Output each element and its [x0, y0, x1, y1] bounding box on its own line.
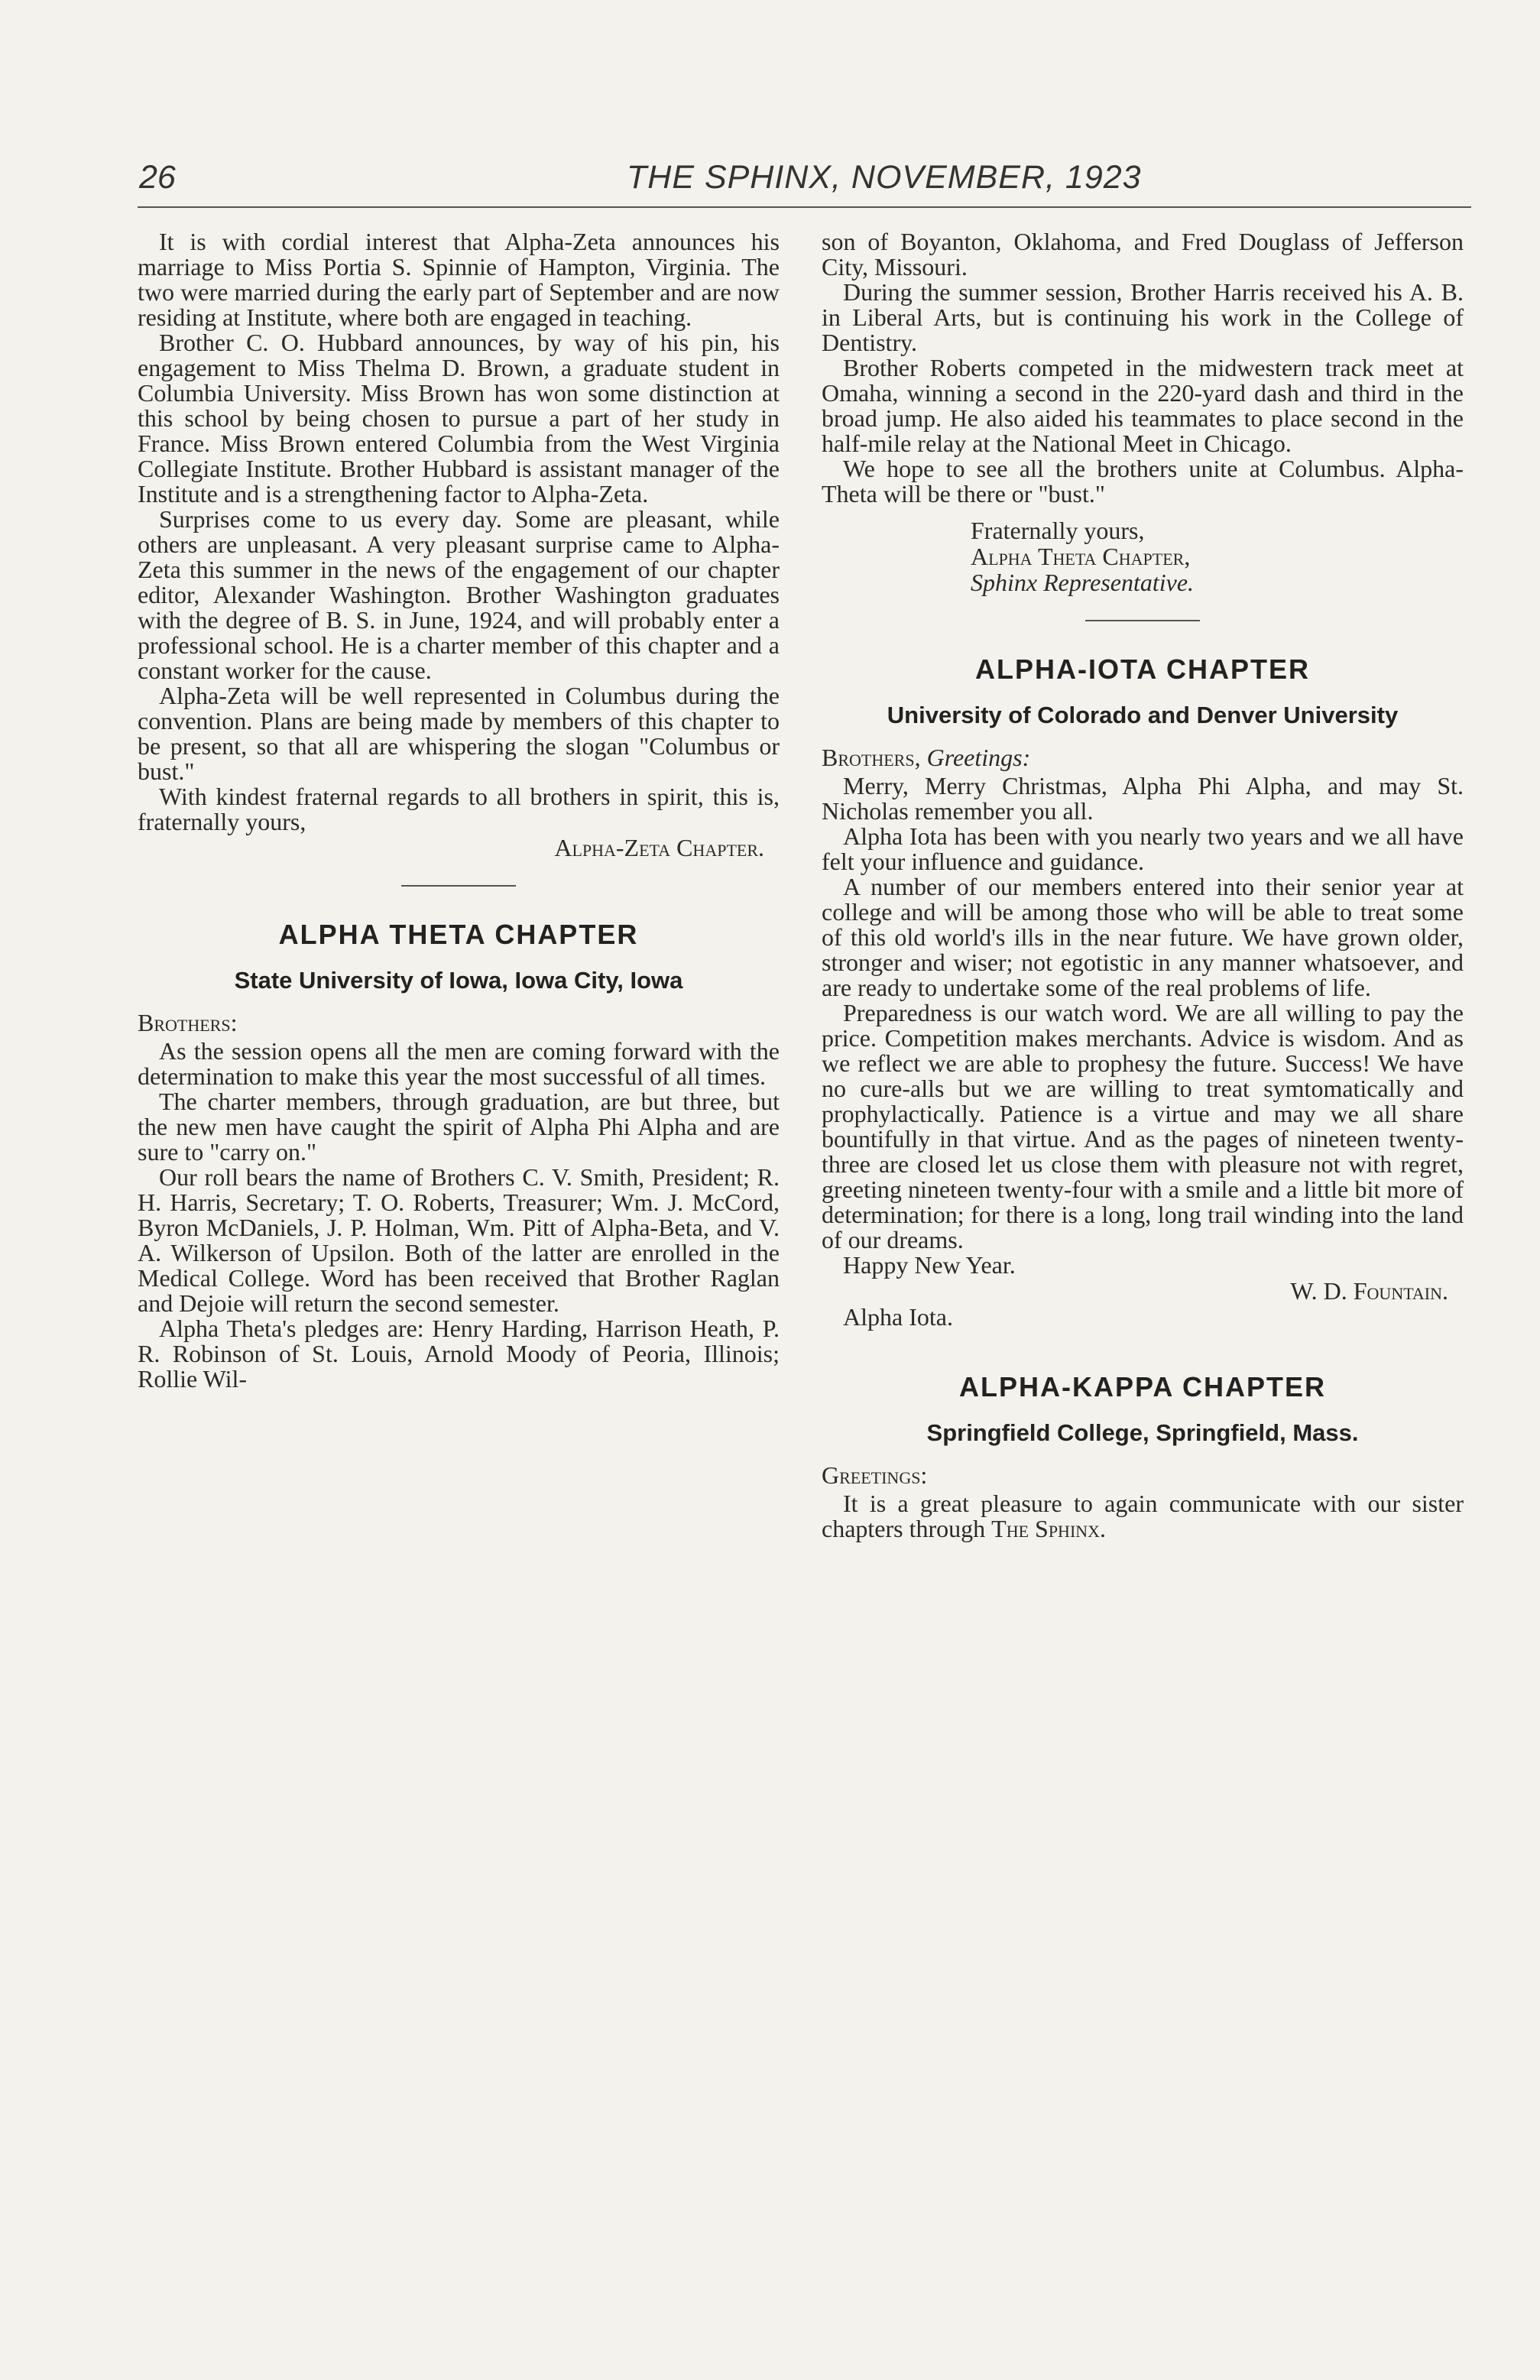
chapter-location: Springfield College, Springfield, Mass. [926, 1419, 1359, 1446]
paragraph: Alpha Theta's pledges are: Henry Harding, Harrison Heath, P. R. Robinson of St. Louis, Arnold Moody of Peoria, Illinois; Rollie Wil- [138, 1315, 780, 1393]
section-divider [401, 885, 516, 887]
section-spacer [1085, 1347, 1200, 1348]
spacer [822, 507, 1464, 517]
paragraph-text: It is a great pleasure to again communicate with our sister chapters through [822, 1490, 1464, 1542]
chapter-title: ALPHA THETA CHAPTER [278, 919, 639, 950]
paragraph: Brother Roberts competed in the midwestern track meet at Omaha, winning a second in the 220-yard dash and third in the broad jump. He also aided his teammates to place second in the half-mile relay at the National Meet in Chicago. [822, 354, 1464, 457]
left-column [138, 229, 780, 1392]
paragraph: Preparedness is our watch word. We are all willing to pay the price. Competition makes merchants. Advice is wisdom. And as we reflect we are able to prophesy the future. Success! We have no cure-alls but we are willing to treat symtomatically and prophylactically. Patience is a virtue and may we all share bountifully in that virtue. And as the pages of nineteen twenty-three are closed let us close them with pleasure not with regret, greeting nineteen twenty-four with a smile and a little bit more of determination; for there is a long, long trail winding into the land of our dreams. [822, 999, 1464, 1253]
paragraph: Merry, Merry Christmas, Alpha Phi Alpha, and may St. Nicholas remember you all. [822, 772, 1464, 825]
alpha-theta-continued [822, 229, 1464, 595]
chapter-line: Alpha Iota. [843, 1303, 953, 1331]
representative-title: Sphinx Representative. [971, 569, 1195, 596]
running-header [138, 153, 1471, 208]
paragraph: Brother C. O. Hubbard announces, by way of his pin, his engagement to Miss Thelma D. Brown, a graduate student in Columbia University. Miss Brown has won some distinction at this school by being chosen to pursue a part of her study in France. Miss Brown entered Columbia from the West Virginia Collegiate Institute. Brother Hubbard is assistant manager of the Institute and is a strengthening factor to Alpha-Zeta. [138, 329, 780, 507]
paragraph: Alpha-Zeta will be well represented in Columbus during the convention. Plans are being made by members of this chapter to be present, so that all are whispering the slogan "Columbus or bust." [138, 682, 780, 785]
paragraph: It is with cordial interest that Alpha-Zeta announces his marriage to Miss Portia S. Spinnie of Hampton, Virginia. The two were married during the early part of September and are now residing at Institute, where both are engaged in teaching. [138, 228, 780, 331]
closing: Fraternally yours, [971, 517, 1145, 544]
right-column [822, 229, 1464, 1542]
alpha-iota-section [822, 653, 1464, 1330]
chapter-signature: Alpha-Zeta Chapter. [554, 834, 764, 861]
chapter-title: ALPHA-KAPPA CHAPTER [958, 1371, 1326, 1402]
chapter-location: State University of Iowa, Iowa City, Iowa [234, 967, 683, 994]
chapter-signature: Alpha Theta Chapter, [971, 543, 1191, 570]
paragraph: Alpha Iota has been with you nearly two years and we all have felt your influence and guidance. [822, 822, 1464, 875]
paragraph: The charter members, through graduation, are but three, but the new men have caught the spirit of Alpha Phi Alpha and are sure to "carry on." [138, 1088, 780, 1166]
greeting-brothers: Brothers, [822, 744, 921, 771]
paragraph [822, 1491, 1464, 1542]
paragraph: Surprises come to us every day. Some are pleasant, while others are unpleasant. A very pleasant surprise came to Alpha-Zeta this summer in the news of the engagement of our chapter editor, Alexander Washington. Brother Washington graduates with the degree of B. S. in June, 1924, and will probably enter a professional school. He is a charter member of this chapter and a constant worker for the cause. [138, 505, 780, 684]
greeting: Brothers: [138, 1009, 238, 1036]
paragraph: With kindest fraternal regards to all brothers in spirit, this is, fraternally yours, [138, 783, 780, 835]
paragraph: As the session opens all the men are coming forward with the determination to make this year the most successful of all times. [138, 1037, 780, 1090]
chapter-title: ALPHA-IOTA CHAPTER [975, 653, 1310, 685]
section-divider [1085, 620, 1200, 621]
alpha-theta-section [138, 919, 780, 1392]
greeting [822, 744, 1464, 770]
chapter-location: University of Colorado and Denver University [887, 702, 1399, 728]
greeting-italic: Greetings: [926, 744, 1031, 771]
paragraph: Happy New Year. [843, 1251, 1016, 1279]
greeting: Greetings: [822, 1461, 928, 1489]
paragraph: Our roll bears the name of Brothers C. V. Smith, President; R. H. Harris, Secretary; T. O. Roberts, Treasurer; Wm. J. McCord, Byron McDaniels, J. P. Holman, Wm. Pitt of Alpha-Beta, and V. A. Wilkerson of Upsilon. Both of the latter are enrolled in the Medical College. Word has been received that Brother Raglan and Dejoie will return the second semester. [138, 1163, 780, 1317]
author-signature: W. D. Fountain. [1290, 1277, 1448, 1305]
paragraph: A number of our members entered into their senior year at college and will be among those who will be able to treat some of this old world's ills in the near future. We have grown older, stronger and wiser; not egotistic in any manner whatsoever, and are ready to undertake some of the real problems of life. [822, 873, 1464, 1001]
paragraph: We hope to see all the brothers unite at Columbus. Alpha-Theta will be there or "bust." [822, 455, 1464, 507]
page-number: 26 [139, 159, 176, 196]
alpha-kappa-section [822, 1371, 1464, 1542]
alpha-zeta-section [138, 229, 780, 861]
paragraph: During the summer session, Brother Harris received his A. B. in Liberal Arts, but is continuing his work in the College of Dentistry. [822, 278, 1464, 356]
paragraph: son of Boyanton, Oklahoma, and Fred Douglass of Jefferson City, Missouri. [822, 228, 1464, 280]
publication-name: The Sphinx. [991, 1515, 1107, 1542]
publication-title: THE SPHINX, NOVEMBER, 1923 [627, 159, 1142, 196]
